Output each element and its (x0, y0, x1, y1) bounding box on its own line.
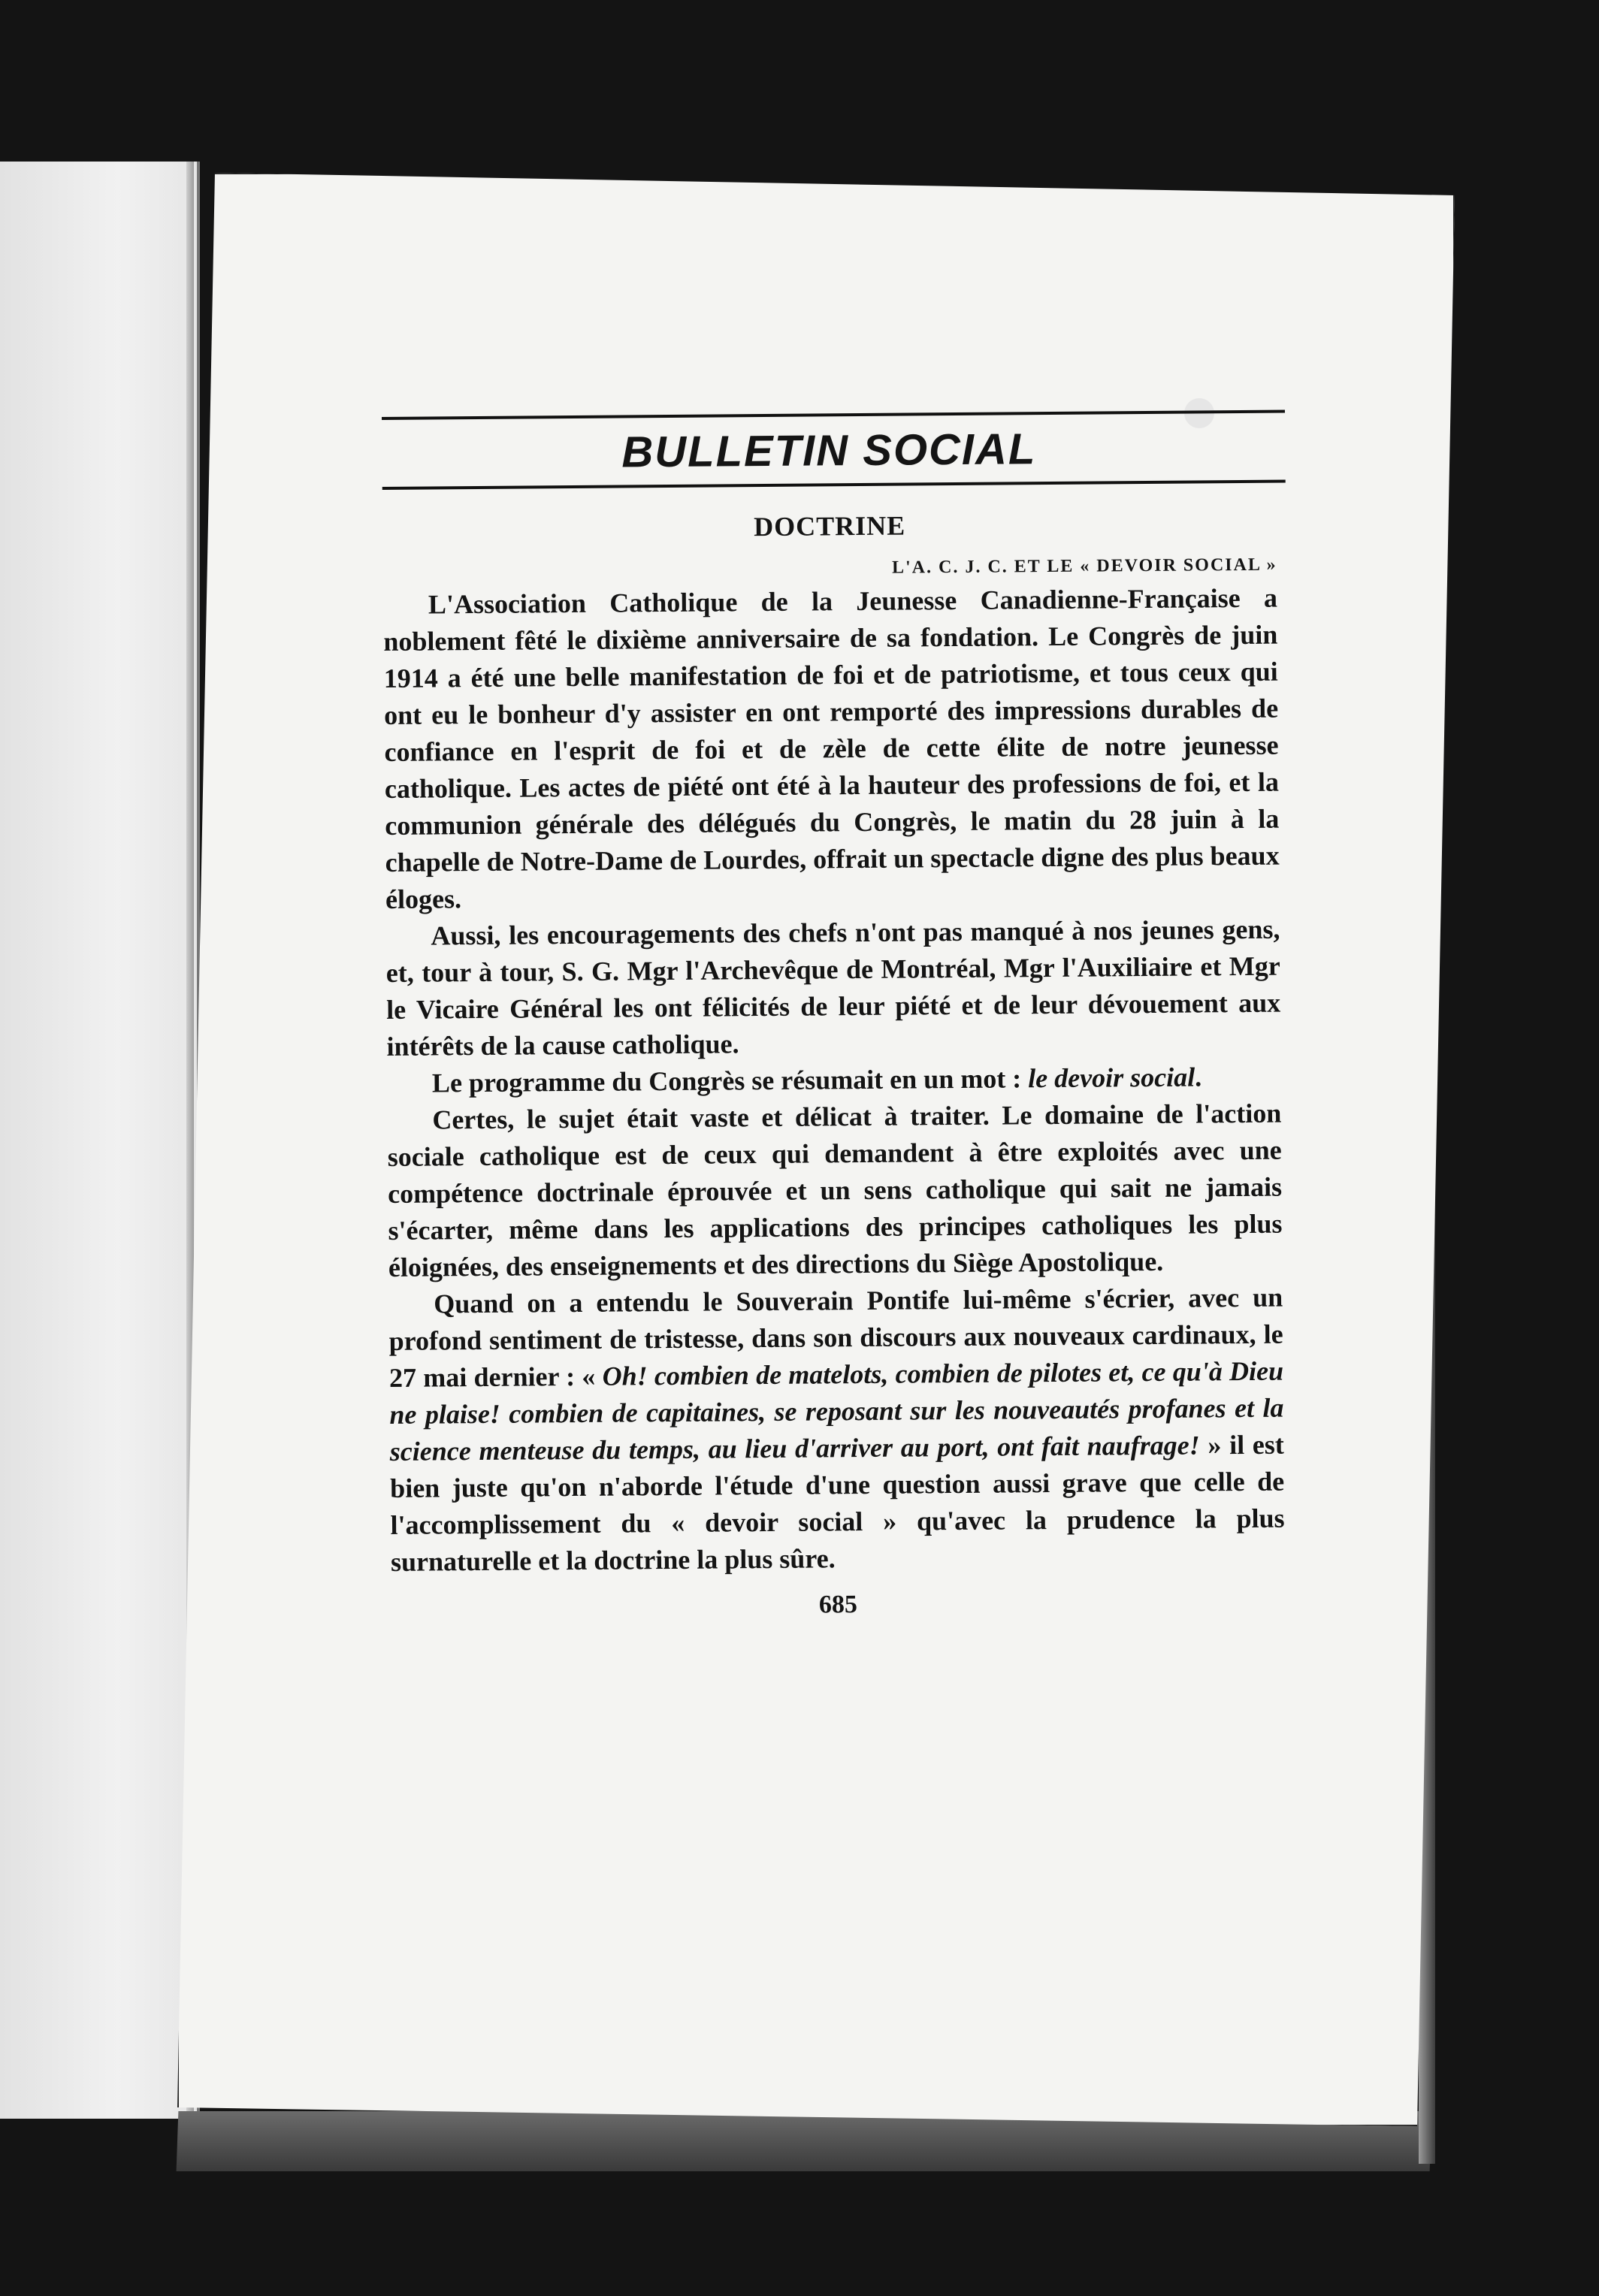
section-heading: DOCTRINE (753, 510, 906, 542)
paragraph-text-end: » il est bien juste qu'on n'aborde l'étude d'une question aussi grave que celle de l'accomplissement du « devoir social » qu'avec la prudence la plus surnaturelle et la doctrine la plus sûre. (390, 1429, 1285, 1577)
paragraph (385, 911, 1281, 1065)
page-content (382, 410, 1286, 1623)
paragraph (388, 1279, 1285, 1581)
paragraph-text-end: . (1194, 1062, 1202, 1092)
paragraph (387, 1095, 1283, 1286)
paragraph-text: Le programme du Congrès se résumait en un mot : (431, 1063, 1029, 1098)
paragraph-text: L'Association Catholique de la Jeunesse Canadienne-Française a noblement fêté le dixième anniversaire de sa fondation. Le Congrès de juin 1914 a été une belle manifestation de foi et de patriotisme, et tous ceux qui ont eu le bonheur d'y assister en ont remporté des impressions durables de confiance en l'esprit de foi et de zèle de cette élite de notre jeunesse catholique. Les actes de piété ont été à la hauteur des professions de foi, et la communion générale des délégués du Congrès, le matin du 28 juin à la chapelle de Notre-Dame de Lourdes, offrait un spectacle digne des plus beaux éloges. (383, 582, 1280, 914)
paragraph-text: Aussi, les encouragements des chefs n'ont pas manqué à nos jeunes gens, et, tour à tour, S. G. Mgr l'Archevêque de Montréal, Mgr l'Auxiliaire et Mgr le Vicaire Général les ont félicités de leur piété et de leur dévouement aux intérêts de la cause catholique. (385, 914, 1281, 1062)
left-facing-page (0, 162, 200, 2119)
paragraph-text: Certes, le sujet était vaste et délicat à traiter. Le domaine de l'action sociale catholique est de ceux qui demandent à être exploités avec une compétence doctrinale éprouvée et un sens catholique qui sait ne jamais s'écarter, même dans les applications des principes catholiques les plus éloignées, des enseignements et des directions du Siège Apostolique. (387, 1098, 1283, 1282)
paragraph-text: Quand on a entendu le Souverain Pontife lui-même s'écrier, avec un profond sentiment de tristesse, dans son discours aux nouveaux cardinaux, le 27 mai dernier : « (388, 1282, 1283, 1393)
title-rule (382, 480, 1286, 490)
page-number: 685 (818, 1591, 858, 1619)
article-subheading: L'A. C. J. C. ET LE « DEVOIR SOCIAL » (891, 554, 1277, 578)
paragraph (383, 580, 1280, 918)
paragraph-italic: le devoir social (1028, 1062, 1195, 1094)
page-title: BULLETIN SOCIAL (621, 424, 1037, 477)
paragraph-italic: Oh! combien de matelots, combien de pilotes et, ce qu'à Dieu ne plaise! combien de capitaines, se reposant sur les nouveautés profanes et la science menteuse du temps, au lieu d'arriver au port, ont fait naufrage! (389, 1355, 1284, 1467)
article-body (383, 580, 1285, 1581)
